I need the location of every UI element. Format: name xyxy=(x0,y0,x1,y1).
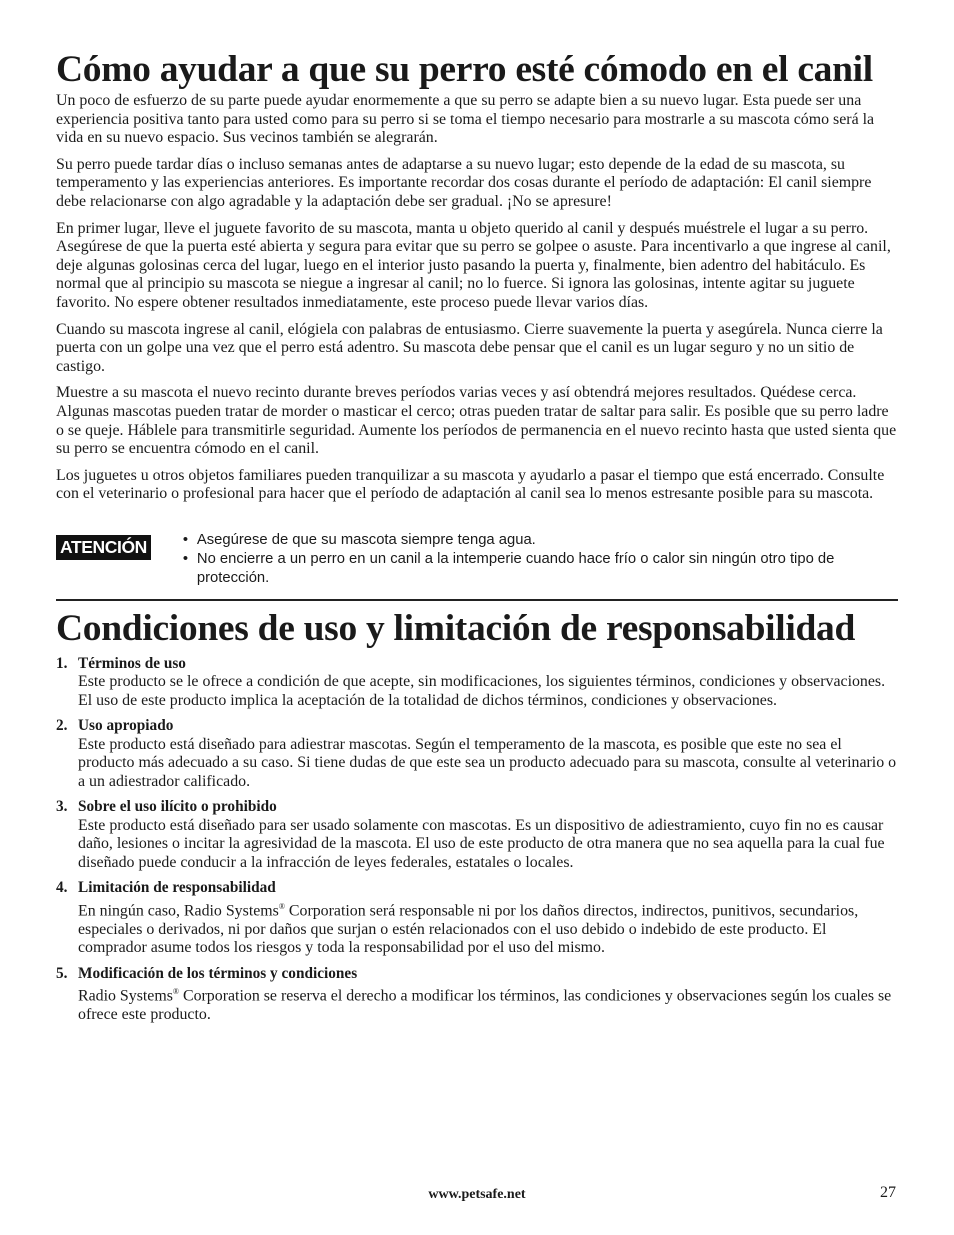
term-item xyxy=(56,879,898,957)
page-content xyxy=(56,49,898,1031)
term-body: Este producto se le ofrece a condición de que acepte, sin modificaciones, los siguientes términos, condiciones y observaciones. El uso de este producto implica la aceptación de la totalidad de dichos términos, condiciones y observaciones. xyxy=(78,673,886,709)
term-body-text: Corporation será responsable ni por los daños directos, indirectos, punitivos, secundarios, especiales o derivados, ni por daños que surjan o estén relacionados con el uso debido o indebido de este producto. El comprador asume todos los riesgos y toda la responsabilidad por el uso del mismo. xyxy=(78,902,859,957)
terms-list xyxy=(56,655,898,1025)
term-body-text: En ningún caso, Radio Systems xyxy=(78,902,279,920)
term-heading xyxy=(56,717,898,736)
warning-item xyxy=(183,531,898,550)
warning-box xyxy=(56,531,898,588)
term-number: 1. xyxy=(56,654,68,672)
paragraph: Un poco de esfuerzo de su parte puede ayudar enormemente a que su perro se adapte bien a su nuevo lugar. Esta puede ser una experiencia positiva tanto para usted como para su perro si se toma el tiempo necesario para mostrarle a su mascota cómo será la vida en su nuevo espacio. Sus vecinos también se alegrarán. xyxy=(56,92,875,147)
section-title-kennel-comfort: Cómo ayudar a que su perro esté cómodo en el canil xyxy=(56,49,873,90)
term-number: 3. xyxy=(56,798,68,816)
term-number: 4. xyxy=(56,879,68,897)
term-title: Limitación de responsabilidad xyxy=(78,879,276,897)
paragraph: Muestre a su mascota el nuevo recinto durante breves períodos varias veces y así obtendrá mejores resultados. Quédese cerca. Algunas mascotas pueden tratar de morder o masticar el cerco; otras pueden tratar de saltar para salir. Es posible que su perro ladre o se queje. Háblele para transmitirle seguridad. Aumente los períodos de permanencia en el nuevo recinto hasta que usted sienta que su perro se encuentra cómodo en el canil. xyxy=(56,384,897,458)
warning-item-text: Asegúrese de que su mascota siempre tenga agua. xyxy=(196,531,536,548)
page-number: 27 xyxy=(880,1184,896,1201)
term-title: Modificación de los términos y condiciones xyxy=(78,964,358,982)
paragraph: En primer lugar, lleve el juguete favorito de su mascota, manta u objeto querido al canil y después muéstrele el lugar a su perro. Asegúrese de que la puerta esté abierta y segura para evitar que su perro se golpee o asuste. Para incentivarlo a que ingrese al canil, deje algunas golosinas cerca del lugar, luego en el interior justo pasando la puerta y, finalmente, bien adentro del habitáculo. Es normal que al principio su mascota se niegue a ingresar al canil; no lo fuerce. Si ignora las golosinas, intente agitar su juguete favorito. No espere obtener resultados inmediatamente, este proceso puede llevar varios días. xyxy=(56,219,891,311)
warning-item-text: No encierre a un perro en un canil a la intemperie cuando hace frío o calor sin ningún otro tipo de protección. xyxy=(196,550,835,586)
term-body xyxy=(56,983,898,1024)
term-title: Términos de uso xyxy=(78,654,186,672)
term-title: Uso apropiado xyxy=(78,717,174,735)
term-item xyxy=(56,965,898,1025)
term-body: Este producto está diseñado para adiestrar mascotas. Según el temperamento de la mascota, es posible que este no sea el producto más adecuado a su caso. Si tiene dudas de que este sea un producto adecuado para su mascota, consulte al veterinario o a un adiestrador calificado. xyxy=(78,735,897,790)
term-heading xyxy=(56,879,898,898)
bullet: • xyxy=(182,550,189,567)
term-heading xyxy=(56,655,898,674)
term-heading xyxy=(56,798,898,817)
footer-url[interactable]: www.petsafe.net xyxy=(428,1187,526,1202)
term-body: Este producto está diseñado para ser usado solamente con mascotas. Es un dispositivo de adiestramiento, cuyo fin no es causar daño, lesiones o incitar la agresividad de la mascota. El uso de este producto de otra manera que no sea aquella para la cual fue diseñado puede conducir a la infracción de leyes federales, estatales o locales. xyxy=(78,816,885,871)
warning-list xyxy=(183,531,898,588)
horizontal-divider xyxy=(56,599,898,601)
term-item xyxy=(56,798,898,872)
paragraph: Cuando su mascota ingrese al canil, elógiela con palabras de entusiasmo. Cierre suavemente la puerta y asegúrela. Nunca cierre la puerta con un golpe una vez que el perro está adentro. Su mascota debe pensar que el canil es un lugar seguro y no un sitio de castigo. xyxy=(56,320,883,375)
term-item xyxy=(56,717,898,791)
warning-item xyxy=(183,550,898,588)
term-body-text: Radio Systems xyxy=(78,987,173,1005)
paragraph: Los juguetes u otros objetos familiares pueden tranquilizar a su mascota y ayudarlo a pasar el tiempo que está encerrado. Consulte con el veterinario o profesional para hacer que el período de adaptación al canil sea lo menos estresante posible para su mascota. xyxy=(56,466,885,503)
term-number: 2. xyxy=(56,717,68,735)
registered-mark: ® xyxy=(278,901,285,911)
registered-mark: ® xyxy=(172,987,179,997)
term-title: Sobre el uso ilícito o prohibido xyxy=(78,798,277,816)
paragraph: Su perro puede tardar días o incluso semanas antes de adaptarse a su nuevo lugar; esto depende de la edad de su mascota, su temperamento y las experiencias anteriores. Es importante recordar dos cosas durante el período de adaptación: El canil siempre debe relacionarse con algo agradable y la adaptación debe ser gradual. ¡No se apresure! xyxy=(56,155,872,210)
term-number: 5. xyxy=(56,964,68,982)
bullet: • xyxy=(182,531,189,548)
term-body-text: Corporation se reserva el derecho a modificar los términos, las condiciones y observaciones según los cuales se ofrece este producto. xyxy=(78,987,892,1023)
term-body xyxy=(56,898,898,958)
warning-badge: ATENCIÓN xyxy=(56,535,151,560)
term-heading xyxy=(56,965,898,984)
term-item xyxy=(56,655,898,711)
section-title-terms: Condiciones de uso y limitación de responsabilidad xyxy=(56,607,856,649)
